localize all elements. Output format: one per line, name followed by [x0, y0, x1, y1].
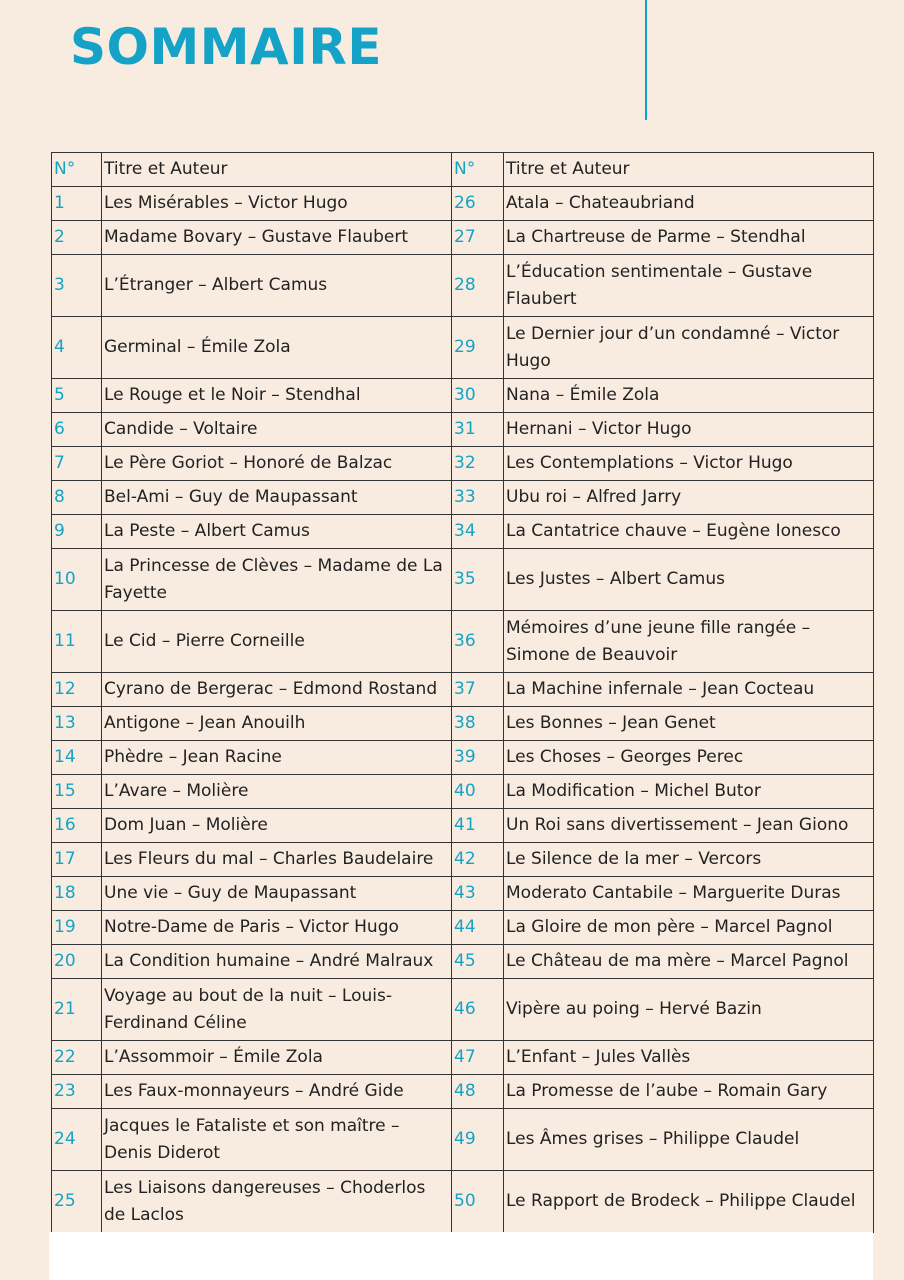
entry-number: 1 [52, 187, 102, 221]
entry-title: Hernani – Victor Hugo [504, 413, 874, 447]
page-bottom-sheet [49, 1232, 873, 1280]
entry-title: Germinal – Émile Zola [102, 317, 452, 379]
entry-title: Le Cid – Pierre Corneille [102, 611, 452, 673]
entry-title: Phèdre – Jean Racine [102, 741, 452, 775]
entry-title: La Condition humaine – André Malraux [102, 945, 452, 979]
entry-number: 12 [52, 673, 102, 707]
entry-title: Dom Juan – Molière [102, 809, 452, 843]
entry-number: 45 [452, 945, 504, 979]
entry-title: La Princesse de Clèves – Madame de La Fayette [102, 549, 452, 611]
table-row [52, 1109, 874, 1171]
table-row [52, 413, 874, 447]
entry-title: Ubu roi – Alfred Jarry [504, 481, 874, 515]
entry-number: 4 [52, 317, 102, 379]
entry-title: Les Choses – Georges Perec [504, 741, 874, 775]
entry-title: Une vie – Guy de Maupassant [102, 877, 452, 911]
entry-title: Moderato Cantabile – Marguerite Duras [504, 877, 874, 911]
entry-title: Les Contemplations – Victor Hugo [504, 447, 874, 481]
entry-title: Les Faux-monnayeurs – André Gide [102, 1075, 452, 1109]
entry-title: Le Père Goriot – Honoré de Balzac [102, 447, 452, 481]
entry-number: 41 [452, 809, 504, 843]
table-row [52, 611, 874, 673]
entry-title: La Peste – Albert Camus [102, 515, 452, 549]
entry-title: Les Justes – Albert Camus [504, 549, 874, 611]
table-row [52, 221, 874, 255]
entry-title: L’Étranger – Albert Camus [102, 255, 452, 317]
header-num-right: N° [452, 153, 504, 187]
entry-title: Les Fleurs du mal – Charles Baudelaire [102, 843, 452, 877]
entry-title: Le Silence de la mer – Vercors [504, 843, 874, 877]
table-row [52, 549, 874, 611]
entry-title: Vipère au poing – Hervé Bazin [504, 979, 874, 1041]
entry-title: Le Rapport de Brodeck – Philippe Claudel [504, 1171, 874, 1233]
entry-title: L’Avare – Molière [102, 775, 452, 809]
entry-number: 38 [452, 707, 504, 741]
entry-number: 8 [52, 481, 102, 515]
entry-number: 47 [452, 1041, 504, 1075]
table-header-row [52, 153, 874, 187]
entry-number: 40 [452, 775, 504, 809]
header-title-right: Titre et Auteur [504, 153, 874, 187]
entry-number: 7 [52, 447, 102, 481]
table-row [52, 741, 874, 775]
table-row [52, 707, 874, 741]
entry-number: 39 [452, 741, 504, 775]
entry-number: 17 [52, 843, 102, 877]
entry-number: 24 [52, 1109, 102, 1171]
entry-number: 15 [52, 775, 102, 809]
entry-title: La Cantatrice chauve – Eugène Ionesco [504, 515, 874, 549]
entry-number: 19 [52, 911, 102, 945]
entry-number: 28 [452, 255, 504, 317]
table-row [52, 1075, 874, 1109]
entry-title: La Modification – Michel Butor [504, 775, 874, 809]
entry-number: 33 [452, 481, 504, 515]
entry-title: La Gloire de mon père – Marcel Pagnol [504, 911, 874, 945]
table-row [52, 1041, 874, 1075]
entry-number: 43 [452, 877, 504, 911]
header-title-left: Titre et Auteur [102, 153, 452, 187]
entry-number: 26 [452, 187, 504, 221]
table-row [52, 447, 874, 481]
entry-number: 37 [452, 673, 504, 707]
entry-title: Jacques le Fataliste et son maître – Denis Diderot [102, 1109, 452, 1171]
table-row [52, 1171, 874, 1233]
table-row [52, 877, 874, 911]
entry-title: Cyrano de Bergerac – Edmond Rostand [102, 673, 452, 707]
entry-title: Le Château de ma mère – Marcel Pagnol [504, 945, 874, 979]
entry-number: 13 [52, 707, 102, 741]
entry-title: Candide – Voltaire [102, 413, 452, 447]
entry-number: 30 [452, 379, 504, 413]
entry-number: 22 [52, 1041, 102, 1075]
entry-number: 44 [452, 911, 504, 945]
entry-number: 29 [452, 317, 504, 379]
entry-number: 36 [452, 611, 504, 673]
entry-number: 32 [452, 447, 504, 481]
entry-number: 42 [452, 843, 504, 877]
entry-number: 14 [52, 741, 102, 775]
entry-number: 16 [52, 809, 102, 843]
entry-number: 23 [52, 1075, 102, 1109]
entry-title: Le Rouge et le Noir – Stendhal [102, 379, 452, 413]
entry-title: Voyage au bout de la nuit – Louis-Ferdinand Céline [102, 979, 452, 1041]
entry-number: 35 [452, 549, 504, 611]
table-row [52, 911, 874, 945]
entry-title: Le Dernier jour d’un condamné – Victor Hugo [504, 317, 874, 379]
entry-number: 10 [52, 549, 102, 611]
table-row [52, 775, 874, 809]
table-row [52, 255, 874, 317]
entry-number: 3 [52, 255, 102, 317]
page-title: SOMMAIRE [70, 18, 382, 76]
table-row [52, 379, 874, 413]
entry-title: La Promesse de l’aube – Romain Gary [504, 1075, 874, 1109]
entry-number: 25 [52, 1171, 102, 1233]
entry-title: Bel-Ami – Guy de Maupassant [102, 481, 452, 515]
entry-number: 48 [452, 1075, 504, 1109]
entry-number: 9 [52, 515, 102, 549]
entry-title: Atala – Chateaubriand [504, 187, 874, 221]
entry-title: La Machine infernale – Jean Cocteau [504, 673, 874, 707]
entry-title: La Chartreuse de Parme – Stendhal [504, 221, 874, 255]
contents-table [51, 152, 874, 1233]
entry-number: 6 [52, 413, 102, 447]
entry-title: Les Bonnes – Jean Genet [504, 707, 874, 741]
entry-title: Notre-Dame de Paris – Victor Hugo [102, 911, 452, 945]
entry-title: Les Âmes grises – Philippe Claudel [504, 1109, 874, 1171]
entry-number: 18 [52, 877, 102, 911]
table-row [52, 481, 874, 515]
entry-title: Mémoires d’une jeune fille rangée – Simone de Beauvoir [504, 611, 874, 673]
entry-title: Antigone – Jean Anouilh [102, 707, 452, 741]
entry-title: Un Roi sans divertissement – Jean Giono [504, 809, 874, 843]
table-row [52, 945, 874, 979]
entry-number: 11 [52, 611, 102, 673]
entry-number: 21 [52, 979, 102, 1041]
table-row [52, 187, 874, 221]
entry-title: L’Enfant – Jules Vallès [504, 1041, 874, 1075]
entry-title: Les Liaisons dangereuses – Choderlos de Laclos [102, 1171, 452, 1233]
entry-number: 2 [52, 221, 102, 255]
entry-title: L’Assommoir – Émile Zola [102, 1041, 452, 1075]
entry-title: Nana – Émile Zola [504, 379, 874, 413]
table-row [52, 317, 874, 379]
header-num-left: N° [52, 153, 102, 187]
table-row [52, 979, 874, 1041]
entry-number: 46 [452, 979, 504, 1041]
entry-number: 31 [452, 413, 504, 447]
entry-number: 50 [452, 1171, 504, 1233]
entry-number: 5 [52, 379, 102, 413]
entry-number: 34 [452, 515, 504, 549]
entry-title: Les Misérables – Victor Hugo [102, 187, 452, 221]
entry-title: Madame Bovary – Gustave Flaubert [102, 221, 452, 255]
table-row [52, 515, 874, 549]
entry-number: 20 [52, 945, 102, 979]
entry-title: L’Éducation sentimentale – Gustave Flaubert [504, 255, 874, 317]
decorative-vertical-line [645, 0, 647, 120]
entry-number: 49 [452, 1109, 504, 1171]
table-row [52, 843, 874, 877]
entry-number: 27 [452, 221, 504, 255]
table-row [52, 809, 874, 843]
table-row [52, 673, 874, 707]
